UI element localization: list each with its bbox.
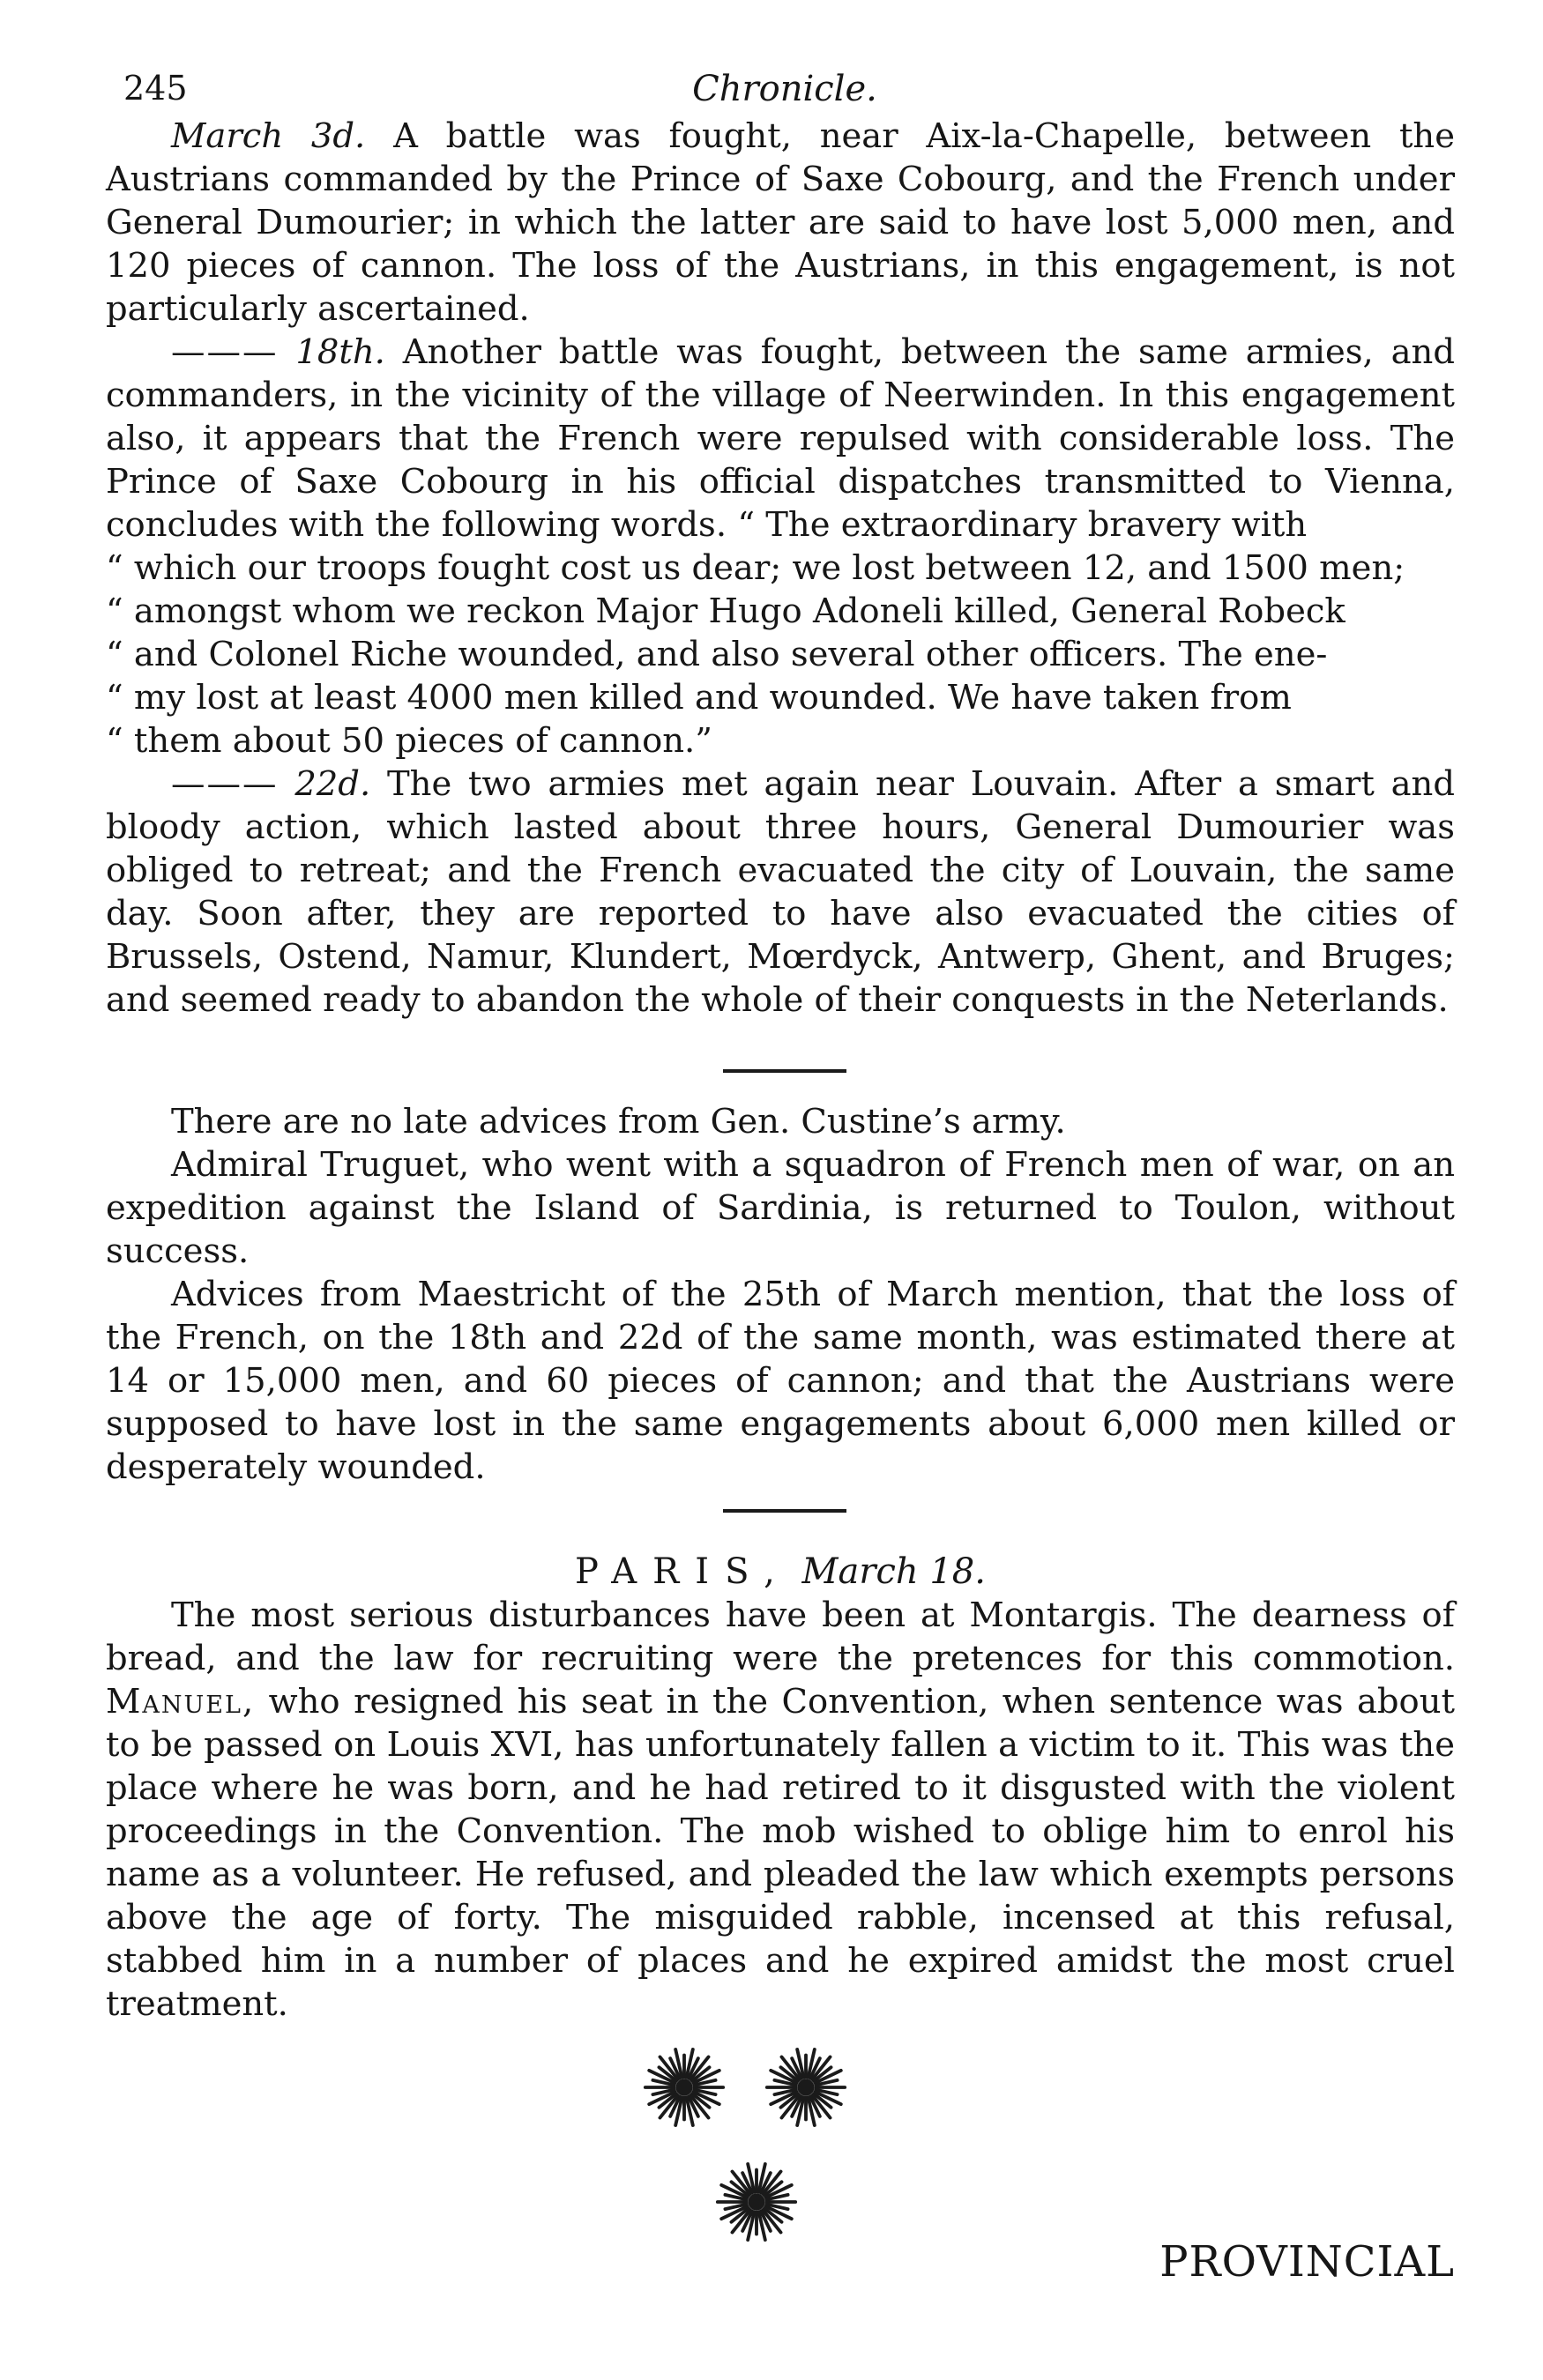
advices-section (106, 1100, 1455, 1489)
advices-paragraph: Admiral Truguet, who went with a squadron of French men of war, on an expedition against the Island of Sardinia, is returned to Toulon, without success. (106, 1145, 1455, 1271)
rosette-ornament (642, 2045, 727, 2130)
rosette-ornament (714, 2160, 799, 2244)
news-paragraph-18th (106, 331, 1455, 547)
paris-heading (106, 1551, 1455, 1592)
section-divider (723, 1509, 846, 1513)
catchword: PROVINCIAL (1159, 2237, 1455, 2287)
news-section (106, 115, 1455, 1022)
paris-intro: The most serious disturbances have been at Montargis. The dearness of bread, and the law for recruiting were the pretences for this commotion. (106, 1595, 1455, 1678)
page-header (123, 69, 1446, 113)
entry-date: 22d. (294, 764, 371, 804)
advices-paragraph: Advices from Maestricht of the 25th of March mention, that the loss of the French, on the 18th and 22d of the same month, was estimated there at 14 or 15,000 men, and 60 pieces of cannon; and that the Austrians were supposed to have lost in the same engagements about 6,000 men killed or desperately wounded. (106, 1275, 1455, 1487)
quote-line: “ and Colonel Riche wounded, and also several other officers. The ene- (106, 635, 1328, 674)
entry-date: March 3d. (171, 116, 366, 156)
entry-text: A battle was fought, near Aix-la-Chapelle, between the Austrians commanded by the Prince of Saxe Cobourg, and the French under General Dumourier; in which the latter are said to have lost 5,000 men, and 120 pieces of cannon. The loss of the Austrians, in this engagement, is not particularly ascertained. (106, 116, 1455, 329)
paris-section (106, 1594, 1455, 2026)
entry-text: Another battle was fought, between the same armies, and commanders, in the vicinity of the village of Neerwinden. In this engagement also, it appears that the French were repulsed with considerable loss. The Prince of Saxe Cobourg in his official dispatches transmitted to Vienna, concludes with the following words. (106, 332, 1455, 545)
entry-date: 18th. (295, 332, 385, 372)
paris-text: who resigned his seat in the Convention, when sentence was about to be passed on Louis XVI, has unfortunately fallen a victim to it. This was the place where he was born, and he had retired to it disgusted with the violent proceedings in the Convention. The mob wished to oblige him to enrol his name as a volunteer. He refused, and pleaded the law which exempts persons above the age of forty. The misguided rabble, incensed at this refusal, stabbed him in a number of places and he expired amidst the most cruel treatment. (106, 1682, 1455, 2024)
heading-date: March 18. (801, 1551, 986, 1592)
quote-line: “ which our troops fought cost us dear; we lost between 12, and 1500 men; (106, 548, 1405, 588)
running-head: Chronicle. (692, 69, 877, 109)
entry-dash: ——— (171, 332, 279, 372)
heading-city: PARIS, (575, 1551, 791, 1592)
entry-text: The two armies met again near Louvain. After a smart and bloody action, which lasted about three hours, General Dumourier was obliged to retreat; and the French evacuated the city of Louvain, the same day. Soon after, they are reported to have also evacuated the cities of Brussels, Ostend, Namur, Klundert, Mœrdyck, Antwerp, Ghent, and Bruges; and seemed ready to abandon the whole of their conquests in the Neterlands. (106, 764, 1455, 1020)
quote-line: “ them about 50 pieces of cannon.” (106, 721, 712, 761)
quote-line: “ amongst whom we reckon Major Hugo Adoneli killed, General Robeck (106, 591, 1345, 631)
person-name: Manuel, (106, 1682, 256, 1722)
quote-line: “ my lost at least 4000 men killed and wounded. We have taken from (106, 678, 1292, 718)
quote-line: “ The extraordinary bravery with (737, 505, 1308, 545)
section-divider (723, 1069, 846, 1073)
page-number: 245 (123, 69, 188, 108)
entry-dash: ——— (171, 764, 279, 804)
advices-paragraph: There are no late advices from Gen. Custine’s army. (171, 1102, 1066, 1142)
news-paragraph-22d (106, 762, 1455, 1022)
paris-paragraph (106, 1594, 1455, 2026)
rosette-ornament (764, 2045, 848, 2130)
news-paragraph-march-3 (106, 115, 1455, 331)
